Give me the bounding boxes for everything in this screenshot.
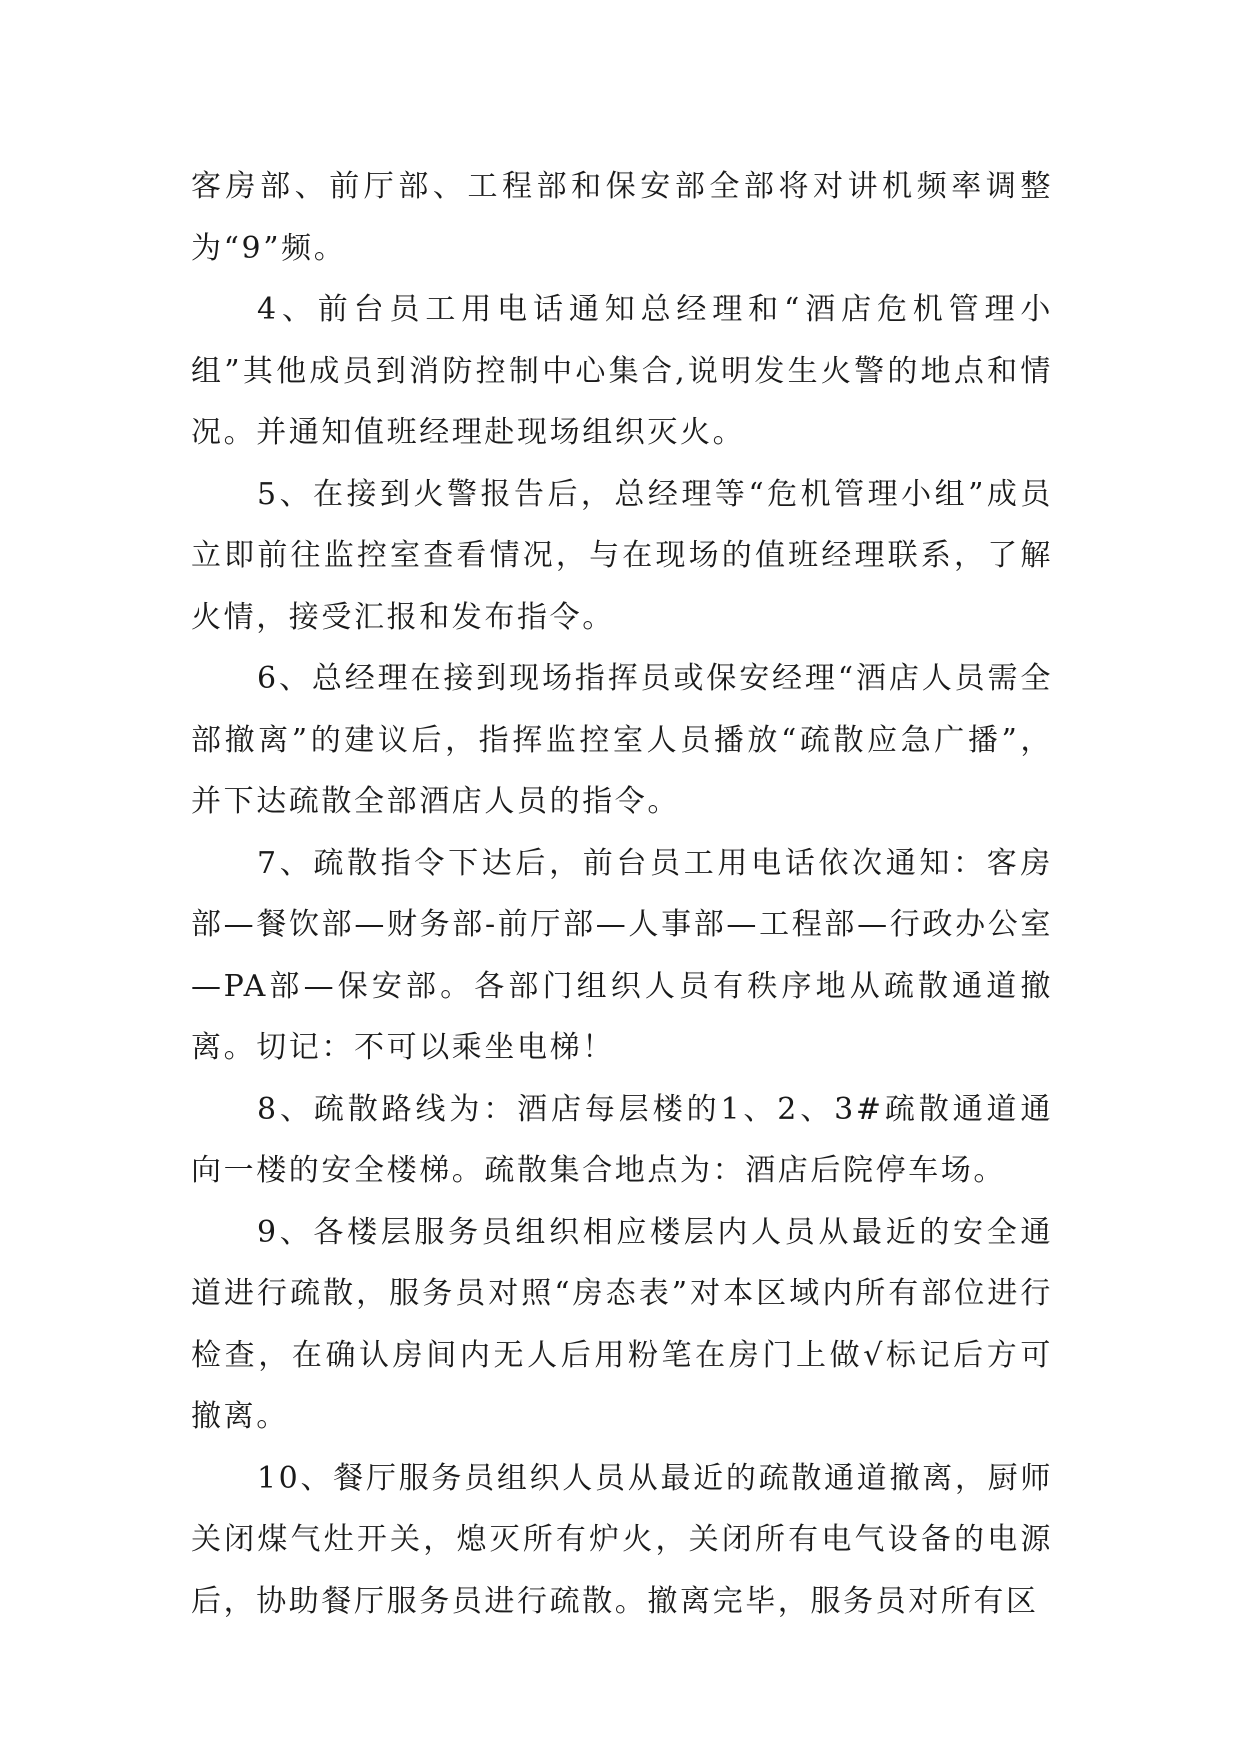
- paragraph-step-4: 4、前台员工用电话通知总经理和“酒店危机管理小组”其他成员到消防控制中心集合,说明发生火警的地点和情况。并通知值班经理赴现场组织灭火。: [191, 292, 1053, 450]
- paragraph-step-7: 7、疏散指令下达后，前台员工用电话依次通知：客房部—餐饮部—财务部-前厅部—人事部—工程部—行政办公室—PA部—保安部。各部门组织人员有秩序地从疏散通道撤离。切记：不可以乘坐电梯！: [191, 845, 1053, 1065]
- document-body: [191, 156, 1053, 1632]
- paragraph-step-5: 5、在接到火警报告后，总经理等“危机管理小组”成员立即前往监控室查看情况，与在现场的值班经理联系，了解火情，接受汇报和发布指令。: [191, 476, 1053, 635]
- paragraph-continuation: 客房部、前厅部、工程部和保安部全部将对讲机频率调整为“9”频。: [191, 169, 1053, 266]
- paragraph-step-8: 8、疏散路线为：酒店每层楼的1、2、3#疏散通道通向一楼的安全楼梯。疏散集合地点为：酒店后院停车场。: [191, 1091, 1053, 1188]
- paragraph-step-9: 9、各楼层服务员组织相应楼层内人员从最近的安全通道进行疏散，服务员对照“房态表”对本区域内所有部位进行检查，在确认房间内无人后用粉笔在房门上做√标记后方可撤离。: [191, 1214, 1053, 1434]
- paragraph-step-10: 10、餐厅服务员组织人员从最近的疏散通道撤离，厨师关闭煤气灶开关，熄灭所有炉火，关闭所有电气设备的电源后，协助餐厅服务员进行疏散。撤离完毕，服务员对所有区: [191, 1460, 1053, 1619]
- paragraph-step-6: 6、总经理在接到现场指挥员或保安经理“酒店人员需全部撤离”的建议后，指挥监控室人员播放“疏散应急广播”，并下达疏散全部酒店人员的指令。: [191, 661, 1053, 819]
